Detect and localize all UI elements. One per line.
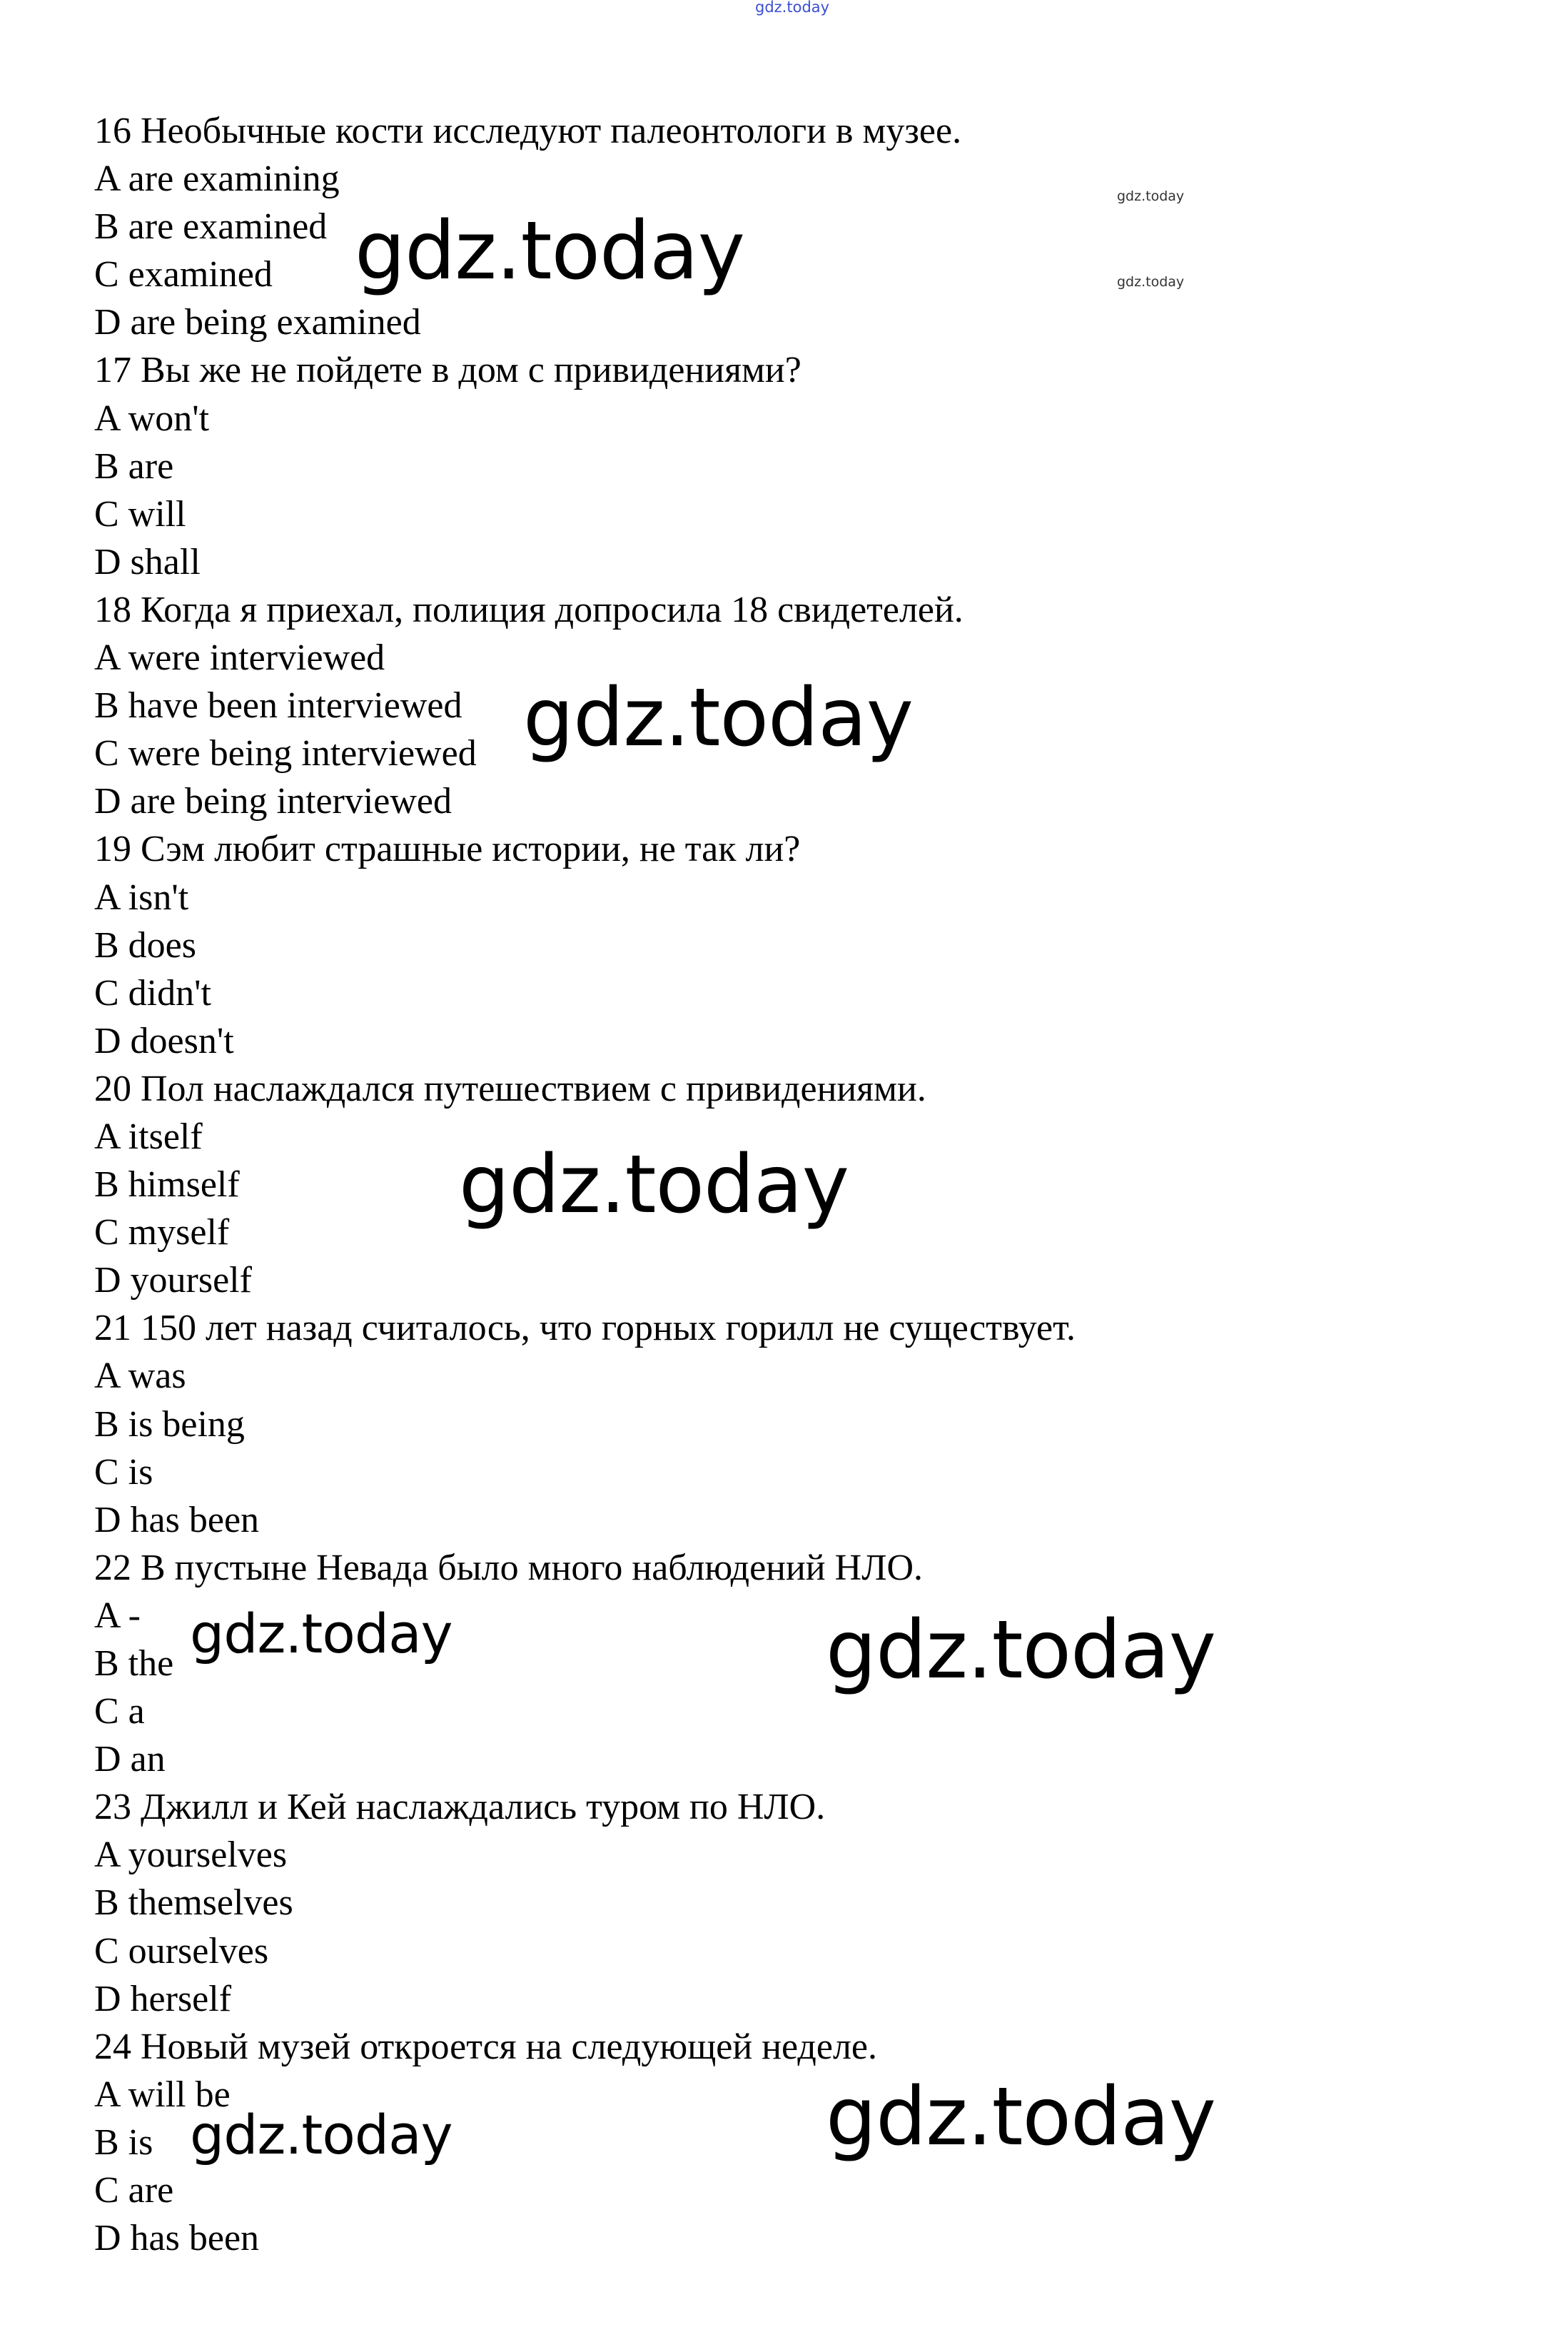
option-a: A are examining <box>94 158 340 200</box>
option-a: A itself <box>94 1116 203 1157</box>
option-d: D has been <box>94 1499 260 1540</box>
option-a: A isn't <box>94 877 189 918</box>
watermark-medium: gdz.today <box>190 2103 452 2166</box>
watermark-large: gdz.today <box>523 672 914 764</box>
option-b: B are <box>94 445 174 487</box>
option-c: C are <box>94 2170 174 2211</box>
option-d: D are being interviewed <box>94 781 452 822</box>
option-d: D herself <box>94 1978 232 2019</box>
question-19: 19 Сэм любит страшные истории, не так ли? <box>94 829 801 870</box>
option-b: B is <box>94 2121 153 2163</box>
option-b: B the <box>94 1643 174 1684</box>
watermark-large: gdz.today <box>355 205 745 298</box>
option-a: A were interviewed <box>94 637 385 679</box>
watermark-small: gdz.today <box>1117 188 1185 204</box>
option-c: C didn't <box>94 972 211 1014</box>
option-c: C ourselves <box>94 1930 269 1972</box>
option-c: C examined <box>94 254 273 296</box>
option-d: D shall <box>94 541 201 582</box>
option-c: C will <box>94 493 186 535</box>
question-22: 22 В пустыне Невада было много наблюдений НЛО. <box>94 1547 924 1588</box>
option-b: B himself <box>94 1164 240 1206</box>
option-b: B is being <box>94 1403 245 1445</box>
watermark-top: gdz.today <box>755 0 830 16</box>
option-d: D yourself <box>94 1260 252 1301</box>
option-b: B have been interviewed <box>94 685 462 727</box>
option-d: D doesn't <box>94 1020 234 1061</box>
option-d: D has been <box>94 2218 260 2259</box>
watermark-medium: gdz.today <box>190 1602 452 1665</box>
question-20: 20 Пол наслаждался путешествием с привидениями. <box>94 1068 926 1109</box>
option-d: D an <box>94 1739 166 1780</box>
watermark-large: gdz.today <box>826 2071 1216 2164</box>
option-a: A was <box>94 1356 186 1397</box>
option-a: A - <box>94 1595 141 1636</box>
option-c: C were being interviewed <box>94 733 477 774</box>
question-18: 18 Когда я приехал, полиция допросила 18 свидетелей. <box>94 589 963 630</box>
option-a: A won't <box>94 398 210 439</box>
question-21: 21 150 лет назад считалось, что горных горилл не существует. <box>94 1308 1076 1349</box>
option-a: A yourselves <box>94 1834 288 1876</box>
watermark-large: gdz.today <box>459 1139 849 1231</box>
question-24: 24 Новый музей откроется на следующей неделе. <box>94 2026 877 2067</box>
watermark-small: gdz.today <box>1117 274 1185 290</box>
option-b: B does <box>94 924 196 966</box>
option-c: C is <box>94 1451 153 1493</box>
option-d: D are being examined <box>94 302 421 343</box>
option-b: B are examined <box>94 206 328 248</box>
option-a: A will be <box>94 2074 231 2115</box>
option-c: C myself <box>94 1212 230 1253</box>
question-16: 16 Необычные кости исследуют палеонтологи в музее. <box>94 111 962 151</box>
option-c: C a <box>94 1691 145 1732</box>
question-17: 17 Вы же не пойдете в дом с привидениями? <box>94 350 801 391</box>
question-23: 23 Джилл и Кей наслаждались туром по НЛО. <box>94 1787 826 1828</box>
option-b: B themselves <box>94 1882 293 1924</box>
watermark-large: gdz.today <box>826 1604 1216 1697</box>
